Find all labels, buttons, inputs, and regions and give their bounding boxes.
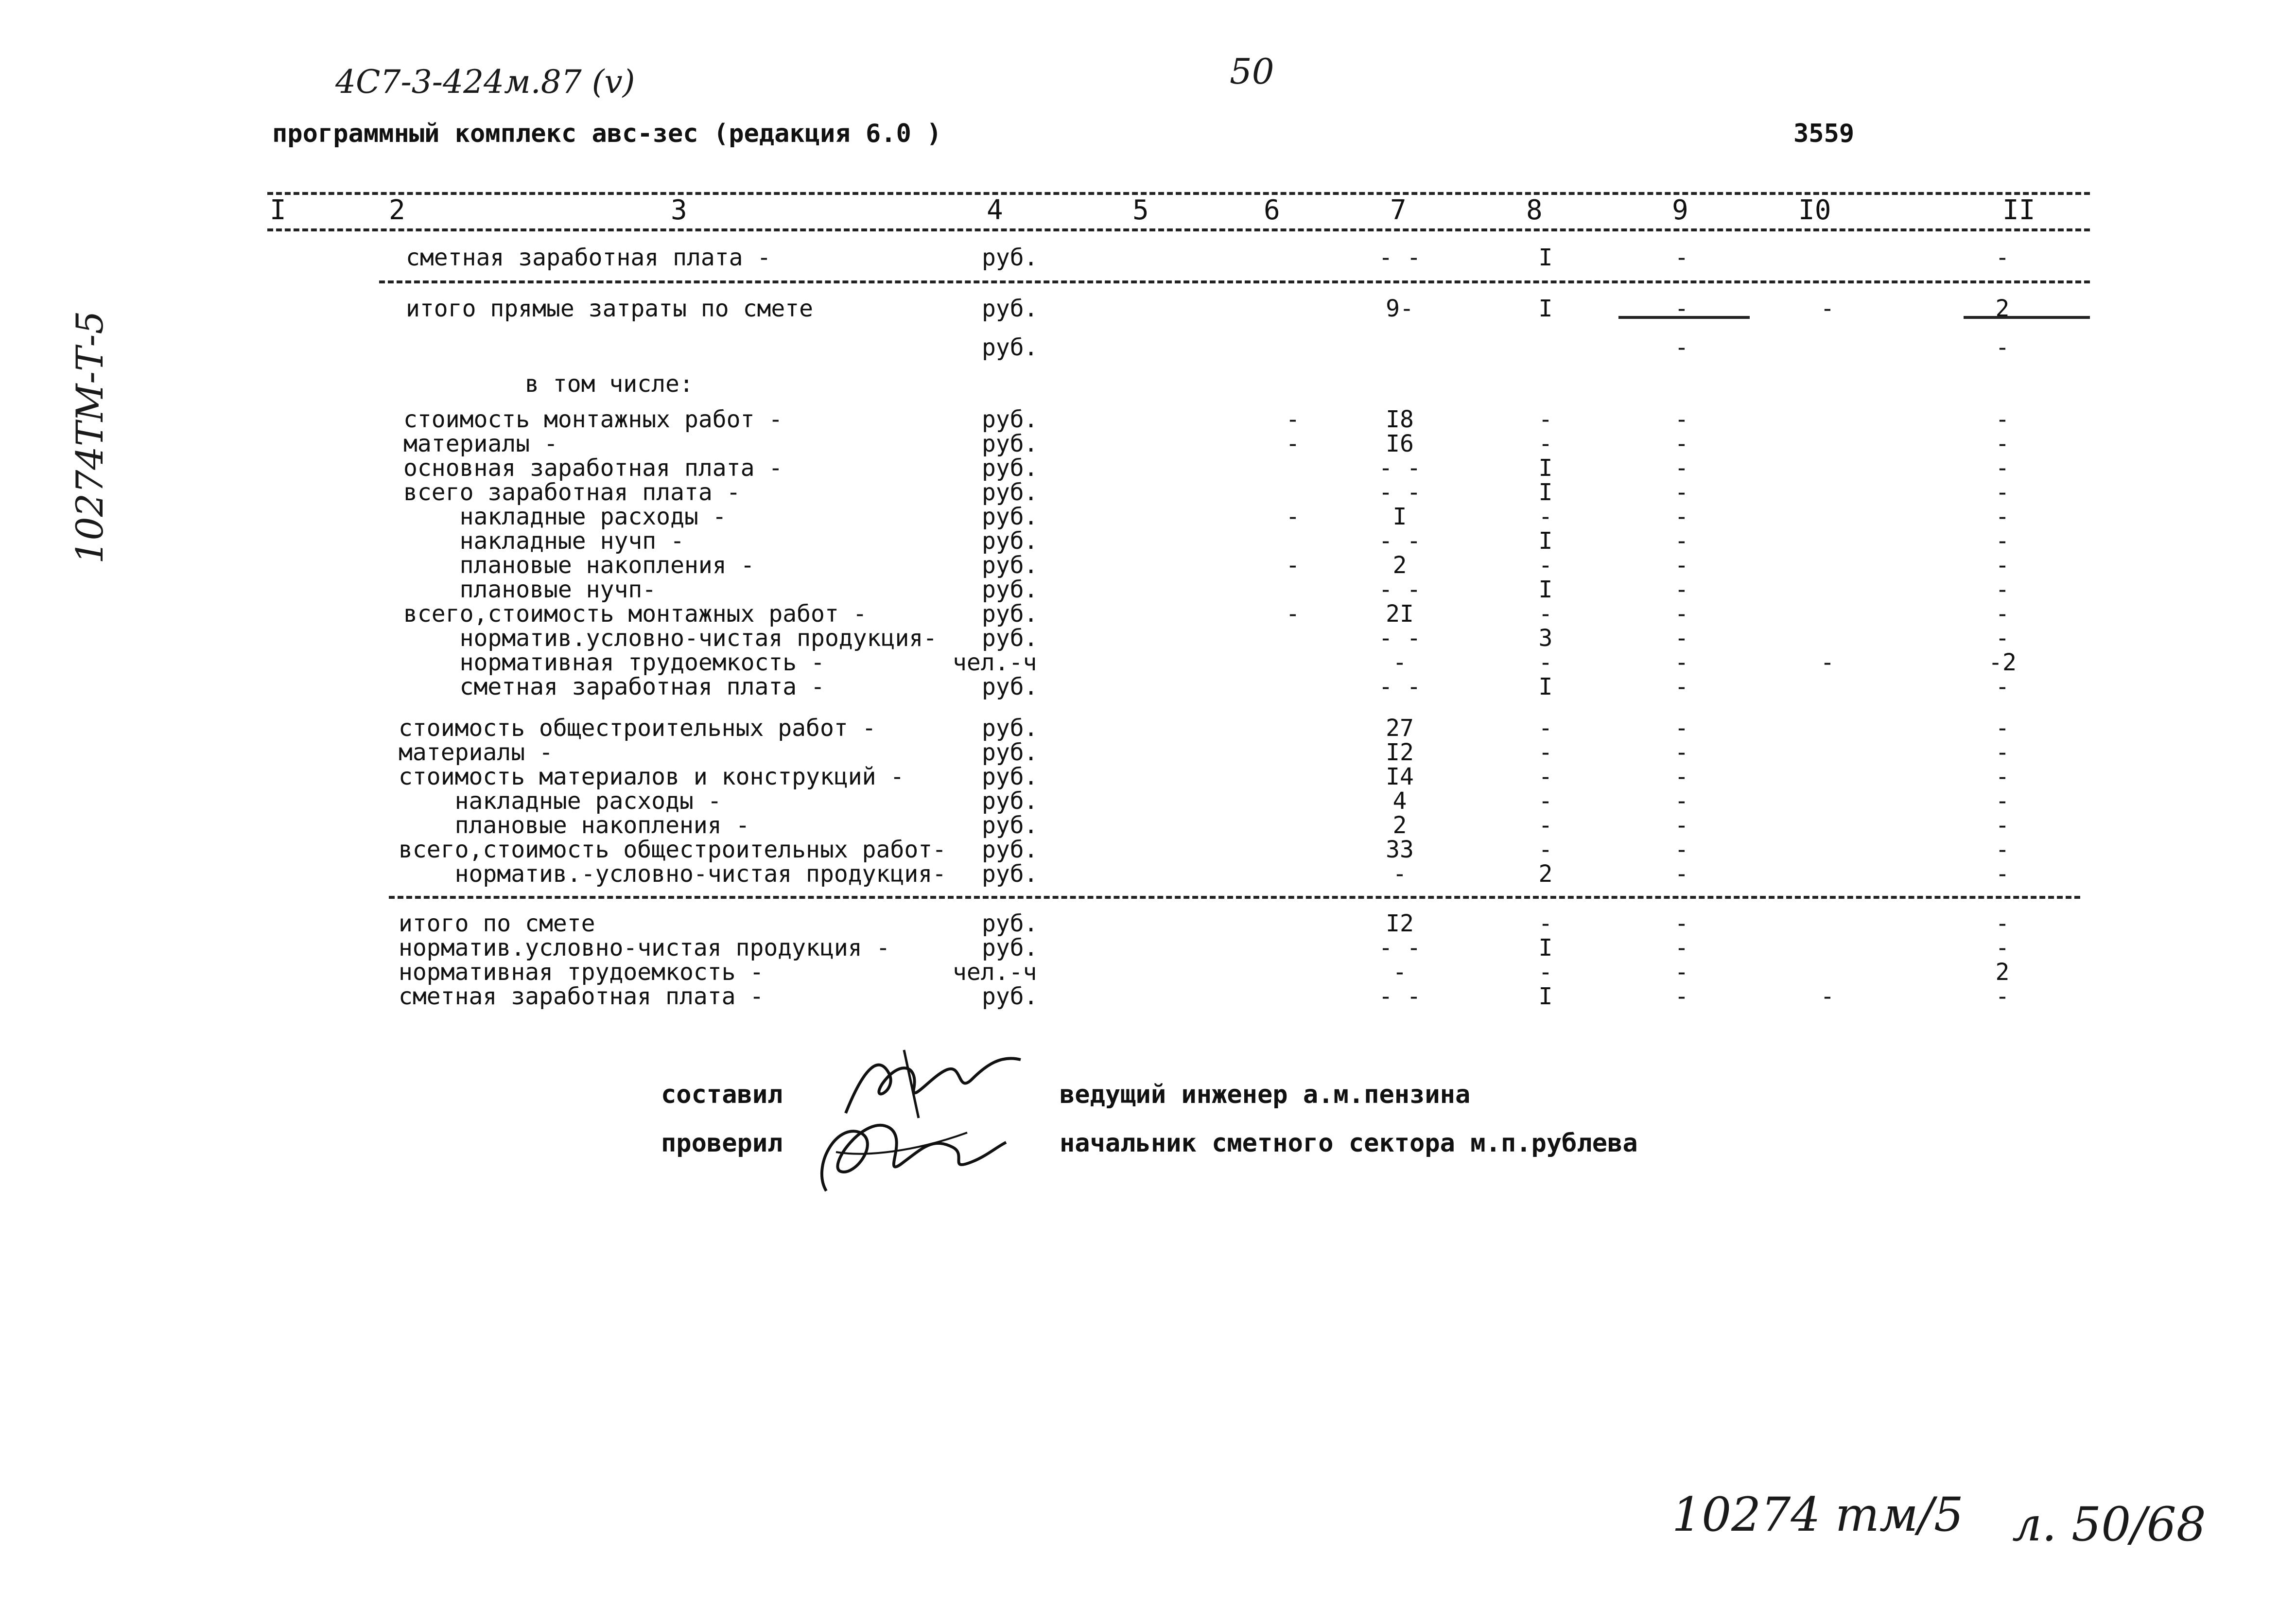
subheading: в том числе: [525, 370, 694, 398]
cell-col-6: - [1286, 503, 1300, 530]
cell-col-11: - [1995, 625, 2010, 652]
row-unit: руб. [982, 295, 1038, 322]
cell-col-9: - [1674, 739, 1689, 766]
document-code: 4С7-3-424м.87 (v) [335, 63, 635, 101]
cell-col-9: - [1674, 934, 1689, 961]
cell-col-9: - [1674, 983, 1689, 1010]
cell-col-9: - [1674, 625, 1689, 652]
cell-col-9: - [1674, 812, 1689, 839]
cell-col-6: - [1286, 600, 1300, 628]
cell-col-8: - [1538, 503, 1553, 530]
cell-col-8: - [1538, 600, 1553, 628]
row-label: сметная заработная плата - [399, 983, 764, 1010]
cell-col-8: I [1538, 454, 1553, 482]
row-unit: руб. [982, 527, 1038, 555]
header-rule-bottom [267, 228, 2090, 231]
cell-col-11: - [1995, 454, 2010, 482]
row-label: плановые нучп- [403, 576, 657, 603]
cell-col-9: - [1674, 959, 1689, 986]
row-unit: руб. [982, 910, 1038, 937]
row-label: накладные нучп - [403, 527, 684, 555]
cell-col-7: 4 [1392, 787, 1407, 815]
rule-after-top [379, 280, 2090, 283]
row-label: всего,стоимость общестроительных работ- [399, 836, 947, 863]
bottom-note-left: 10274 тм/5 [1672, 1487, 1964, 1542]
column-header-7: 7 [1390, 194, 1407, 226]
cell-col-11: - [1995, 552, 2010, 579]
table-row [0, 432, 2296, 456]
table-row [0, 335, 2296, 360]
cell-col-8: I [1538, 983, 1553, 1010]
cell-col-7: 2 [1392, 552, 1407, 579]
column-header-9: 9 [1672, 194, 1688, 226]
cell-col-11: 2 [1995, 295, 2010, 322]
compiled-label: составил [661, 1080, 783, 1109]
row-unit: руб. [982, 934, 1038, 961]
cell-col-9: - [1674, 334, 1689, 361]
row-label: сметная заработная плата - [403, 673, 825, 700]
signature-checked [807, 1103, 1011, 1201]
cell-col-8: I [1538, 295, 1553, 322]
cell-col-9: - [1674, 430, 1689, 457]
table-row [0, 650, 2296, 675]
table-row [0, 456, 2296, 480]
row-label: основная заработная плата - [403, 454, 783, 482]
row-unit: руб. [982, 552, 1038, 579]
cell-col-9: - [1674, 406, 1689, 433]
row-unit: руб. [982, 715, 1038, 742]
cell-col-11: - [1995, 600, 2010, 628]
bottom-note-right: л. 50/68 [2012, 1497, 2206, 1552]
cell-col-11: -2 [1988, 649, 2017, 676]
cell-col-11: - [1995, 527, 2010, 555]
table-row [0, 297, 2296, 321]
row-label: материалы - [399, 739, 553, 766]
row-unit: руб. [982, 334, 1038, 361]
table-row [0, 626, 2296, 650]
row-unit: руб. [982, 625, 1038, 652]
cell-col-8: 2 [1538, 860, 1553, 888]
rule-col9-a [1618, 316, 1750, 319]
row-label: итого по смете [399, 910, 595, 937]
column-header-2: 2 [389, 194, 405, 226]
table-row [0, 911, 2296, 936]
column-header-11: II [2002, 194, 2035, 226]
column-header-1: I [270, 194, 286, 226]
cell-col-7: - - [1378, 625, 1421, 652]
row-unit: руб. [982, 600, 1038, 628]
cell-col-7: 33 [1386, 836, 1414, 863]
checked-by: начальник сметного сектора м.п.рублева [1060, 1129, 1638, 1158]
rule-before-final [389, 896, 2080, 899]
cell-col-8: - [1538, 787, 1553, 815]
column-header-10: I0 [1798, 194, 1831, 226]
cell-col-9: - [1674, 295, 1689, 322]
row-label: плановые накопления - [399, 812, 750, 839]
compiled-by: ведущий инженер а.м.пензина [1060, 1080, 1471, 1109]
row-unit: руб. [982, 763, 1038, 790]
cell-col-11: - [1995, 836, 2010, 863]
cell-col-7: - - [1378, 244, 1421, 271]
cell-col-7: - [1392, 959, 1407, 986]
cell-col-8: I [1538, 479, 1553, 506]
table-row [0, 765, 2296, 789]
stamp-number: 3559 [1793, 119, 1855, 148]
cell-col-7: I2 [1386, 739, 1414, 766]
row-unit: чел.-ч [953, 649, 1037, 676]
cell-col-7: - - [1378, 576, 1421, 603]
row-label: сметная заработная плата - [406, 244, 771, 271]
cell-col-9: - [1674, 860, 1689, 888]
table-row [0, 960, 2296, 984]
row-label: норматив.-условно-чистая продукция- [399, 860, 947, 888]
cell-col-10: - [1820, 295, 1835, 322]
cell-col-8: - [1538, 959, 1553, 986]
cell-col-11: - [1995, 503, 2010, 530]
cell-col-8: I [1538, 673, 1553, 700]
row-unit: руб. [982, 430, 1038, 457]
cell-col-11: - [1995, 763, 2010, 790]
cell-col-10: - [1820, 649, 1835, 676]
cell-col-7: 27 [1386, 715, 1414, 742]
cell-col-6: - [1286, 430, 1300, 457]
cell-col-9: - [1674, 600, 1689, 628]
cell-col-11: - [1995, 910, 2010, 937]
cell-col-9: - [1674, 787, 1689, 815]
table-row [0, 602, 2296, 626]
cell-col-11: - [1995, 787, 2010, 815]
column-header-6: 6 [1264, 194, 1280, 226]
row-unit: руб. [982, 812, 1038, 839]
cell-col-8: - [1538, 812, 1553, 839]
column-header-3: 3 [671, 194, 687, 226]
cell-col-7: 9- [1386, 295, 1414, 322]
row-label: накладные расходы - [399, 787, 722, 815]
table-row [0, 407, 2296, 432]
column-header-4: 4 [987, 194, 1003, 226]
table-row [0, 936, 2296, 960]
cell-col-8: - [1538, 649, 1553, 676]
cell-col-7: I4 [1386, 763, 1414, 790]
cell-col-11: - [1995, 739, 2010, 766]
table-row [0, 675, 2296, 699]
row-label: всего заработная плата - [403, 479, 741, 506]
row-unit: руб. [982, 739, 1038, 766]
table-row [0, 984, 2296, 1009]
row-label: стоимость материалов и конструкций - [399, 763, 904, 790]
row-unit: чел.-ч [953, 959, 1037, 986]
cell-col-7: - - [1378, 934, 1421, 961]
row-label: стоимость общестроительных работ - [399, 715, 876, 742]
cell-col-8: I [1538, 527, 1553, 555]
table-row [0, 716, 2296, 740]
cell-col-6: - [1286, 552, 1300, 579]
cell-col-7: 2 [1392, 812, 1407, 839]
cell-col-11: - [1995, 673, 2010, 700]
cell-col-9: - [1674, 836, 1689, 863]
column-header-8: 8 [1526, 194, 1543, 226]
cell-col-11: - [1995, 406, 2010, 433]
table-row [0, 789, 2296, 813]
row-label: плановые накопления - [403, 552, 755, 579]
row-unit: руб. [982, 503, 1038, 530]
table-row [0, 862, 2296, 886]
cell-col-11: - [1995, 334, 2010, 361]
cell-col-9: - [1674, 649, 1689, 676]
table-row [0, 245, 2296, 270]
cell-col-8: - [1538, 836, 1553, 863]
cell-col-9: - [1674, 715, 1689, 742]
row-label: итого прямые затраты по смете [406, 295, 814, 322]
cell-col-9: - [1674, 454, 1689, 482]
table-row [0, 529, 2296, 553]
cell-col-6: - [1286, 406, 1300, 433]
rule-col11-a [1964, 316, 2090, 319]
cell-col-7: I2 [1386, 910, 1414, 937]
checked-label: проверил [661, 1129, 783, 1158]
program-line: программный комплекс авс-зес (редакция 6.0 ) [272, 119, 942, 148]
row-label: стоимость монтажных работ - [403, 406, 783, 433]
row-unit: руб. [982, 836, 1038, 863]
cell-col-9: - [1674, 910, 1689, 937]
cell-col-8: I [1538, 244, 1553, 271]
cell-col-11: 2 [1995, 959, 2010, 986]
cell-col-9: - [1674, 552, 1689, 579]
row-label: нормативная трудоемкость - [403, 649, 825, 676]
row-unit: руб. [982, 454, 1038, 482]
cell-col-11: - [1995, 860, 2010, 888]
cell-col-11: - [1995, 244, 2010, 271]
cell-col-8: 3 [1538, 625, 1553, 652]
cell-col-7: - [1392, 860, 1407, 888]
row-unit: руб. [982, 406, 1038, 433]
cell-col-9: - [1674, 244, 1689, 271]
row-label: всего,стоимость монтажных работ - [403, 600, 867, 628]
cell-col-7: - - [1378, 673, 1421, 700]
cell-col-9: - [1674, 576, 1689, 603]
cell-col-8: I [1538, 576, 1553, 603]
cell-col-9: - [1674, 527, 1689, 555]
cell-col-11: - [1995, 430, 2010, 457]
row-label: накладные расходы - [403, 503, 727, 530]
cell-col-7: I6 [1386, 430, 1414, 457]
row-unit: руб. [982, 479, 1038, 506]
cell-col-8: - [1538, 910, 1553, 937]
table-row [0, 505, 2296, 529]
cell-col-8: - [1538, 552, 1553, 579]
row-unit: руб. [982, 244, 1038, 271]
row-unit: руб. [982, 983, 1038, 1010]
cell-col-7: - - [1378, 527, 1421, 555]
cell-col-8: - [1538, 715, 1553, 742]
row-unit: руб. [982, 673, 1038, 700]
cell-col-7: 2I [1386, 600, 1414, 628]
cell-col-7: I [1392, 503, 1407, 530]
cell-col-11: - [1995, 812, 2010, 839]
cell-col-11: - [1995, 576, 2010, 603]
table-row [0, 740, 2296, 765]
table-row [0, 813, 2296, 838]
row-label: материалы - [403, 430, 558, 457]
cell-col-8: - [1538, 763, 1553, 790]
cell-col-8: - [1538, 430, 1553, 457]
table-row [0, 838, 2296, 862]
cell-col-8: I [1538, 934, 1553, 961]
table-row [0, 577, 2296, 602]
cell-col-7: - [1392, 649, 1407, 676]
row-unit: руб. [982, 576, 1038, 603]
table-row [0, 480, 2296, 505]
row-unit: руб. [982, 787, 1038, 815]
row-label: нормативная трудоемкость - [399, 959, 764, 986]
cell-col-11: - [1995, 934, 2010, 961]
cell-col-9: - [1674, 763, 1689, 790]
cell-col-11: - [1995, 715, 2010, 742]
cell-col-8: - [1538, 739, 1553, 766]
page-number-handwritten: 50 [1230, 51, 1274, 92]
cell-col-7: - - [1378, 983, 1421, 1010]
cell-col-9: - [1674, 479, 1689, 506]
cell-col-8: - [1538, 406, 1553, 433]
row-label: норматив.условно-чистая продукция- [403, 625, 938, 652]
cell-col-7: - - [1378, 454, 1421, 482]
table-row [0, 553, 2296, 577]
cell-col-7: - - [1378, 479, 1421, 506]
cell-col-11: - [1995, 479, 2010, 506]
cell-col-9: - [1674, 673, 1689, 700]
row-label: норматив.условно-чистая продукция - [399, 934, 890, 961]
row-unit: руб. [982, 860, 1038, 888]
column-header-5: 5 [1132, 194, 1149, 226]
cell-col-11: - [1995, 983, 2010, 1010]
cell-col-10: - [1820, 983, 1835, 1010]
cell-col-7: I8 [1386, 406, 1414, 433]
cell-col-9: - [1674, 503, 1689, 530]
side-note: 10274ТМ-Т-5 [68, 311, 111, 564]
